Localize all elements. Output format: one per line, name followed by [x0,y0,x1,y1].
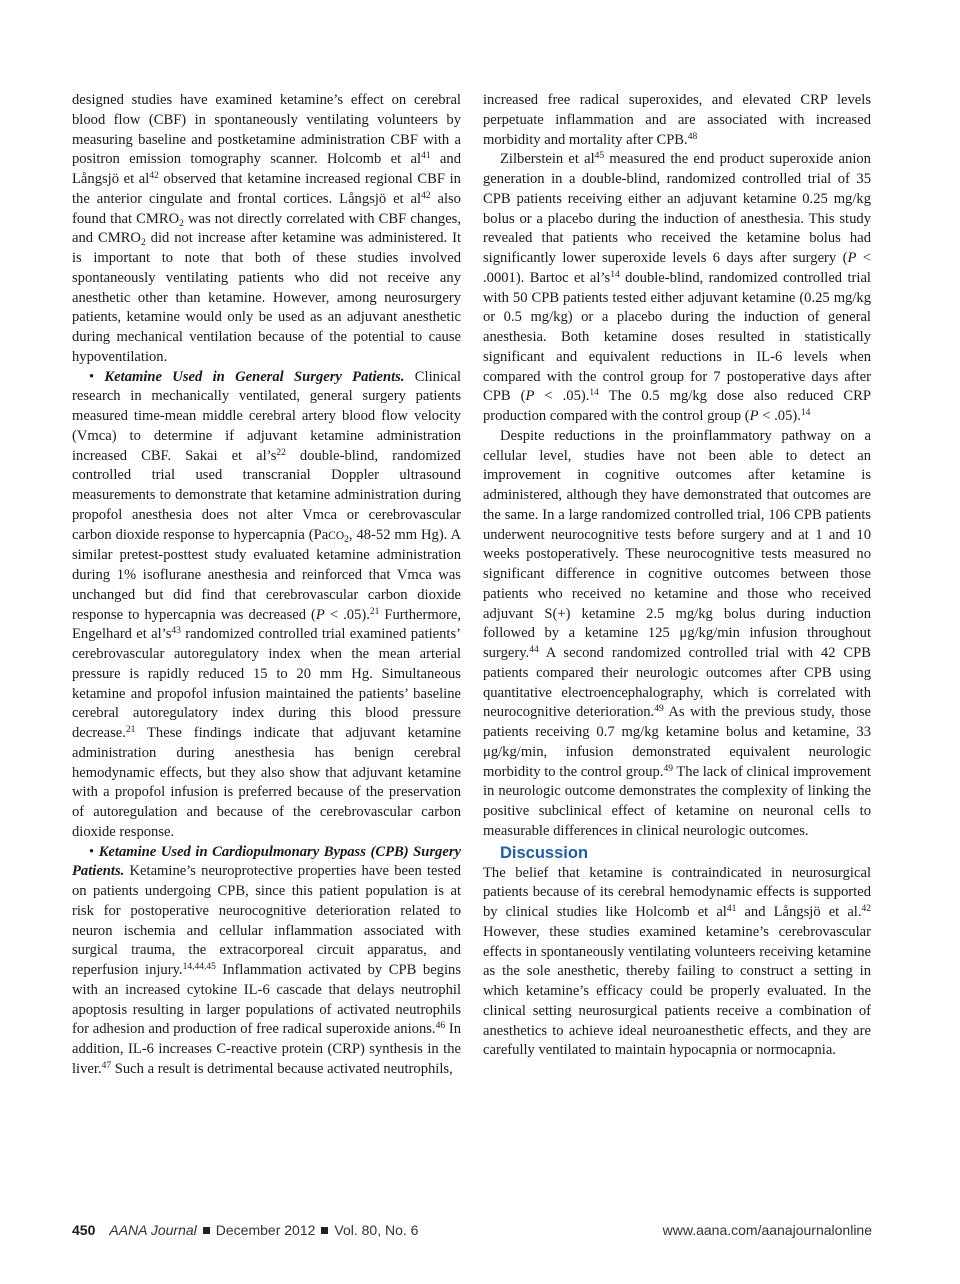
citation-ref: 42 [149,171,159,181]
citation-ref: 14,44,45 [182,962,216,972]
text: designed studies have examined ketamine’s effect on cerebral blood flow (CBF) in spontaneously ventilating volunteers by measuring baseline and postketamine administration CBF with a positron emission tomography scanner. Holcomb et al [72,92,461,168]
text: < .05). [324,606,370,623]
subscript: 2 [344,534,349,545]
citation-ref: 42 [861,904,871,914]
paragraph [72,843,461,1080]
citation-ref: 21 [125,725,136,735]
section-heading-discussion: Discussion [500,843,589,862]
italic-text: P [525,388,535,405]
text: A second randomized controlled trial with 42 CPB patients compared their neurologic outcomes after CPB using quantitative electroencephalography, which is correlated with neurocognitive deterioration. [483,645,871,721]
text: also found that CMRO [72,190,461,227]
left-column [72,91,461,1080]
citation-ref: 42 [421,190,431,201]
citation-ref: 49 [663,763,673,774]
text: observed that ketamine increased regional CBF in the anterior cingulate and frontal cortices. Långsjö et al [72,171,461,207]
citation-ref: 41 [421,151,431,162]
text: Zilberstein et al [500,151,595,168]
text: double-blind, randomized controlled trial with 50 CPB patients tested either adjuvant ketamine (0.25 mg/kg or 0.5 mg/kg) or a placebo during the induction of general anesthesia. Both ketamine doses resulted in statistically significant and equivalent reductions in IL-6 levels when compared with the control group for 7 postoperative days after CPB ( [483,269,871,405]
paragraph [483,91,871,150]
text: Inflammation activated by CPB begins with an increased cytokine IL-6 cascade that delays neutrophil apoptosis resulting in larger populations of activated neutrophils for adhesion and production of free radical superoxide anions. [72,962,461,1038]
text: Furthermore, Engelhard et al’s [72,606,461,643]
text: randomized controlled trial examined patients’ cerebrovascular autoregulatory index when the mean arterial pressure is rapidly reduced 15 to 20 mm Hg. Simultaneous ketamine and propofol infusion maintained the patients’ baseline cerebral autoregulatory index during this blood pressure decrease. [72,626,461,741]
separator-square-icon [321,1227,328,1234]
paragraph [72,91,461,368]
text: double-blind, randomized controlled trial used transcranial Doppler ultrasound measurements to demonstrate that ketamine administration during propofol anesthesia does not alter Vmca or cerebrovascular carbon dioxide response to hypercapnia (Pa [72,447,461,543]
small-caps: CO [328,529,345,542]
text: These findings indicate that adjuvant ketamine administration during anesthesia has benign cerebral hemodynamic effects, but they also show that adjuvant ketamine with a propofol infusion is preferred because of the preservation of autoregulation and because of the cerebrovascular carbon dioxide response. [72,725,461,840]
text: was not directly correlated with CBF changes, and CMRO [72,210,462,247]
text: and Långsjö et al [72,151,461,187]
separator-square-icon [203,1227,210,1234]
text: measured the end product superoxide anion generation in a double-blind, randomized controlled trial of 35 CPB patients receiving either an adjuvant ketamine 0.25 mg/kg bolus or a placebo during the induction of anesthesia. This study revealed that patients who received the ketamine bolus had significantly lower superoxide levels 6 days after surgery ( [483,151,871,266]
bullet: • [89,843,99,860]
citation-ref: 21 [369,606,380,617]
italic-text: P [847,250,857,266]
citation-ref: 48 [687,131,698,142]
text: However, these studies examined ketamine’s cerebrovascular effects in spontaneously ventilating volunteers receiving ketamine as the sole anesthetic, thereby failing to construct a setting in which ketamine’s efficacy could be properly evaluated. In the clinical setting neurosurgical patients receive a combination of anesthetics to achieve ideal neuroanesthetic effects, and they are carefully ventilated to maintain hypocapnia or normocapnia. [483,923,871,1059]
citation-ref: 14 [800,408,811,418]
citation-ref: 46 [435,1021,446,1032]
text: Such a result is detrimental because activated neutrophils, [111,1060,453,1077]
subsection-heading: Ketamine Used in Cardiopulmonary Bypass (CPB) Surgery Patients. [72,843,461,880]
journal-name: AANA Journal [109,1222,197,1238]
issue-date: December 2012 [215,1222,316,1238]
bullet: • [89,368,105,385]
text: and Långsjö et al. [736,904,862,920]
text: As with the previous study, those patients receiving 0.7 mg/kg ketamine bolus and ketamine, 33 μg/kg/min, infusion demonstrated equivalent neurologic morbidity to the control group. [483,704,872,780]
text: increased free radical superoxides, and elevated CRP levels perpetuate inflammation and are associated with increased morbidity and mortality after CPB. [483,92,871,148]
page-number: 450 [72,1222,96,1238]
text: The belief that ketamine is contraindicated in neurosurgical patients because of its cerebral hemodynamic effects is supported by clinical studies like Holcomb et al [483,864,871,920]
paragraph [72,368,461,843]
subscript: 2 [179,218,184,229]
italic-text: P [749,408,759,424]
journal-url[interactable]: www.aana.com/aanajournalonline [662,1222,872,1238]
text: Despite reductions in the proinflammatory pathway on a cellular level, studies have not been able to detect an improvement in cognitive outcomes after ketamine is administered, although they have demonstrated that outcomes are the same. In a large randomized controlled trial, 106 CPB patients underwent neurocognitive tests before surgery and at 1 and 10 weeks postoperatively. These neurocognitive tests measured no significant difference in cognitive outcomes between those patients who received no ketamine and those who received adjuvant S(+) ketamine 2.5 mg/kg bolus during induction followed by a ketamine 125 μg/kg/min infusion throughout surgery. [483,427,871,661]
text: The 0.5 mg/kg dose also reduced CRP production compared with the control group ( [483,388,872,424]
paragraph [483,427,871,842]
paragraph [483,864,871,1062]
volume-info: Vol. 80, No. 6 [334,1222,419,1238]
text: In addition, IL-6 increases C-reactive protein (CRP) synthesis in the liver. [72,1021,461,1077]
page-footer [72,1222,872,1242]
text: Clinical research in mechanically ventilated, general surgery patients measured time-mean middle cerebral artery blood flow velocity (Vmca) to determine if adjuvant ketamine administration increased CBF. Sakai et al’s [72,368,461,464]
citation-ref: 41 [726,904,737,914]
citation-ref: 44 [529,645,539,655]
subsection-heading: Ketamine Used in General Surgery Patients. [104,368,405,385]
citation-ref: 49 [654,704,664,715]
citation-ref: 14 [589,388,599,399]
citation-ref: 14 [610,269,620,280]
citation-ref: 22 [276,447,286,458]
text: < .05). [758,408,801,424]
text: , 48-52 mm Hg). A similar pretest-posttest study evaluated ketamine administration during 1% isoflurane anesthesia and reinforced that Vmca was unchanged but did find that cerebrovascular carbon dioxide response to hypercapnia was decreased ( [72,526,461,623]
text: The lack of clinical improvement in neurologic outcome demonstrates the complexity of linking the positive subclinical effect of ketamine on neuronal cells to measurable differences in clinical neurologic outcomes. [483,763,871,839]
text: did not increase after ketamine was administered. It is important to note that both of these studies involved spontaneously ventilating patients who did not receive any anesthetic other than ketamine. However, among neurosurgery patients, ketamine would only be used as an adjuvant anesthetic during mechanical ventilation because of the potential to cause hypoventilation. [72,230,462,365]
text: < .05). [534,388,590,405]
citation-ref: 45 [594,151,605,162]
paragraph [483,150,871,427]
right-column [483,91,871,1061]
text: < .0001). Bartoc et al’s [483,250,871,286]
citation-ref: 43 [171,626,181,637]
text: Ketamine’s neuroprotective properties have been tested on patients undergoing CPB, since this patient population is at risk for postoperative neurocognitive deterioration related to neuron ischemia and cellular inflammation associated with surgical trauma, the extracorporeal circuit apparatus, and reperfusion injury. [72,863,461,978]
subscript: 2 [140,238,146,249]
italic-text: P [315,606,325,623]
citation-ref: 47 [101,1060,112,1071]
